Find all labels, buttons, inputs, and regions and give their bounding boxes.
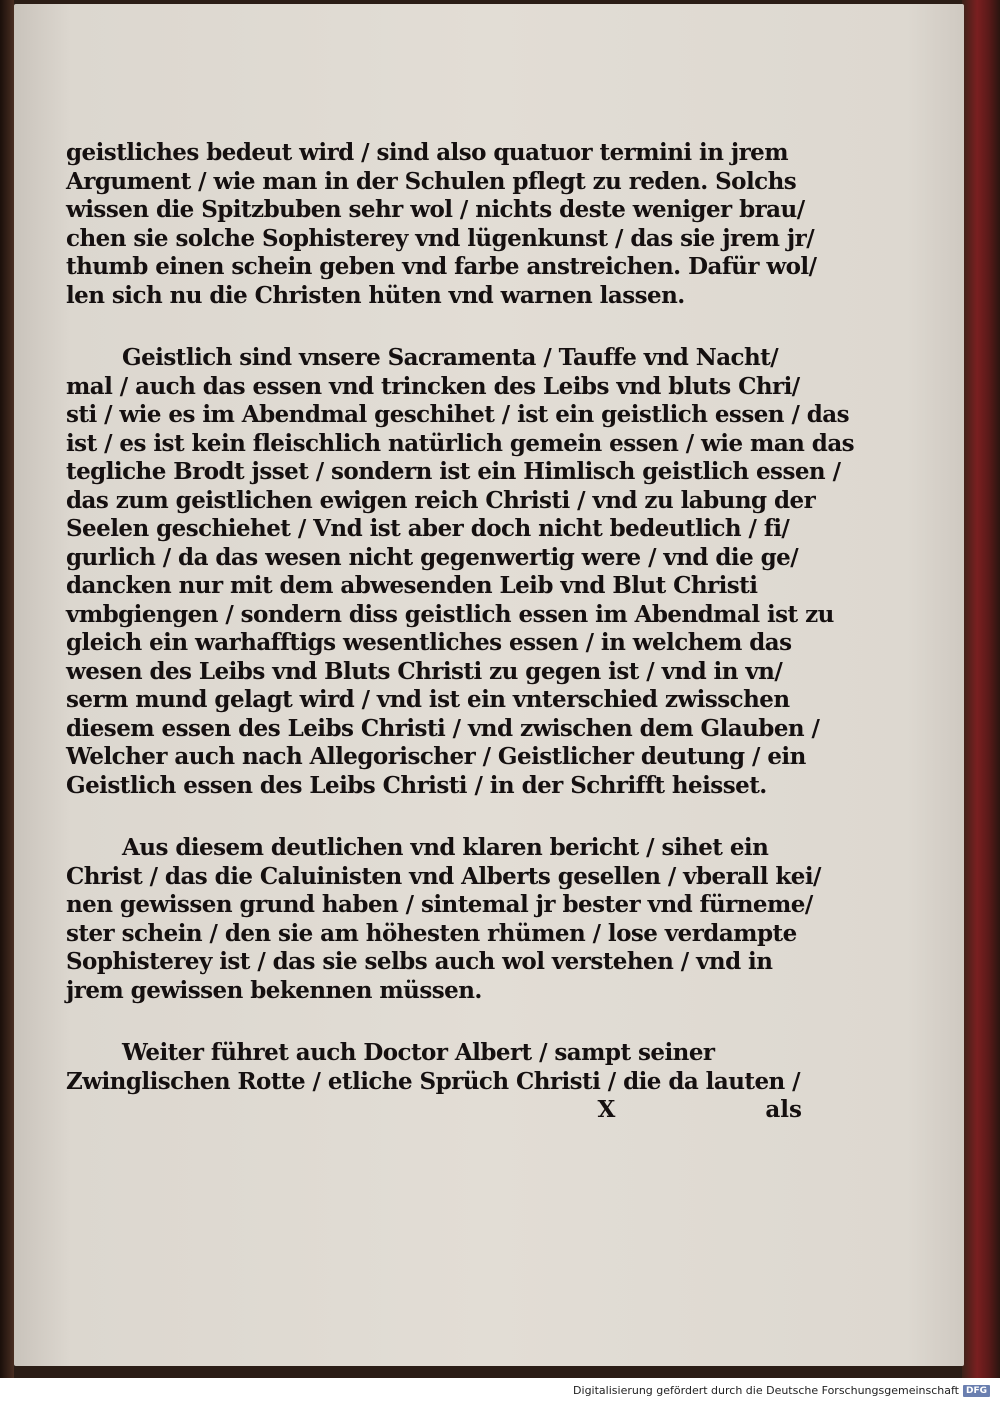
text-line: tegliche Brodt jsset / sondern ist ein Himlisch geistlich essen / bbox=[66, 458, 841, 485]
paragraph-2 bbox=[66, 344, 855, 800]
signature-mark: X bbox=[597, 1096, 616, 1123]
text-line: das zum geistlichen ewigen reich Christi / vnd zu labung der bbox=[66, 486, 816, 514]
text-line: thumb einen schein geben vnd farbe anstreichen. Dafür wol/ bbox=[66, 253, 817, 280]
text-line: wissen die Spitzbuben sehr wol / nichts deste weniger brau/ bbox=[66, 196, 805, 223]
page-foot bbox=[66, 1096, 802, 1125]
text-line: chen sie solche Sophisterey vnd lügenkunst / das sie jrem jr/ bbox=[66, 224, 815, 252]
book-page bbox=[14, 4, 964, 1366]
paragraph-1 bbox=[66, 139, 817, 310]
dfg-logo-icon: DFG bbox=[963, 1385, 990, 1397]
text-line: Sophisterey ist / das sie selbs auch wol verstehen / vnd in bbox=[66, 948, 773, 975]
paragraph-4 bbox=[66, 1039, 802, 1096]
text-line: wesen des Leibs vnd Bluts Christi zu gegen ist / vnd in vn/ bbox=[66, 657, 783, 685]
text-line: diesem essen des Leibs Christi / vnd zwischen dem Glauben / bbox=[66, 714, 820, 742]
text-line: serm mund gelagt wird / vnd ist ein vnterschied zwisschen bbox=[66, 686, 790, 713]
text-line: Geistlich essen des Leibs Christi / in der Schrifft heisset. bbox=[66, 771, 767, 799]
paragraph-3 bbox=[66, 834, 821, 1005]
text-line: Zwinglischen Rotte / etliche Sprüch Christi / die da lauten / bbox=[66, 1067, 801, 1095]
text-line: Geistlich sind vnsere Sacramenta / Tauffe vnd Nacht/ bbox=[122, 344, 779, 371]
text-line: Christ / das die Caluinisten vnd Alberts gesellen / vberall kei/ bbox=[66, 862, 821, 890]
text-line: len sich nu die Christen hüten vnd warnen lassen. bbox=[66, 281, 685, 309]
text-line: vmbgiengen / sondern diss geistlich essen im Abendmal ist zu bbox=[66, 600, 834, 628]
book-cover-edge-right bbox=[962, 0, 1000, 1378]
text-line: Welcher auch nach Allegorischer / Geistlicher deutung / ein bbox=[66, 743, 806, 770]
text-line: geistliches bedeut wird / sind also quatuor termini in jrem bbox=[66, 139, 789, 166]
book-spine-left bbox=[0, 0, 14, 1378]
text-line: Seelen geschiehet / Vnd ist aber doch nicht bedeutlich / fi/ bbox=[66, 515, 790, 542]
catchword: als bbox=[765, 1096, 802, 1123]
page-text bbox=[66, 139, 855, 1125]
text-line: mal / auch das essen vnd trincken des Leibs vnd bluts Chri/ bbox=[66, 372, 800, 400]
text-line: ist / es ist kein fleischlich natürlich gemein essen / wie man das bbox=[66, 429, 855, 457]
text-line: gleich ein warhafftigs wesentliches essen / in welchem das bbox=[66, 629, 792, 656]
text-line: gurlich / da das wesen nicht gegenwertig were / vnd die ge/ bbox=[66, 543, 799, 571]
text-line: Argument / wie man in der Schulen pflegt zu reden. Solchs bbox=[66, 167, 797, 195]
text-line: Weiter führet auch Doctor Albert / sampt seiner bbox=[122, 1039, 715, 1066]
text-line: sti / wie es im Abendmal geschihet / ist ein geistlich essen / das bbox=[66, 401, 850, 428]
text-line: dancken nur mit dem abwesenden Leib vnd Blut Christi bbox=[66, 572, 758, 599]
text-line: Aus diesem deutlichen vnd klaren bericht / sihet ein bbox=[122, 834, 769, 861]
digitization-credit-bar bbox=[0, 1378, 1000, 1403]
text-line: ster schein / den sie am höhesten rhümen / lose verdampte bbox=[66, 919, 797, 947]
text-line: nen gewissen grund haben / sintemal jr bester vnd fürneme/ bbox=[66, 891, 813, 918]
digitization-credit: Digitalisierung gefördert durch die Deutsche Forschungsgemeinschaft bbox=[573, 1384, 959, 1397]
text-line: jrem gewissen bekennen müssen. bbox=[66, 976, 482, 1004]
